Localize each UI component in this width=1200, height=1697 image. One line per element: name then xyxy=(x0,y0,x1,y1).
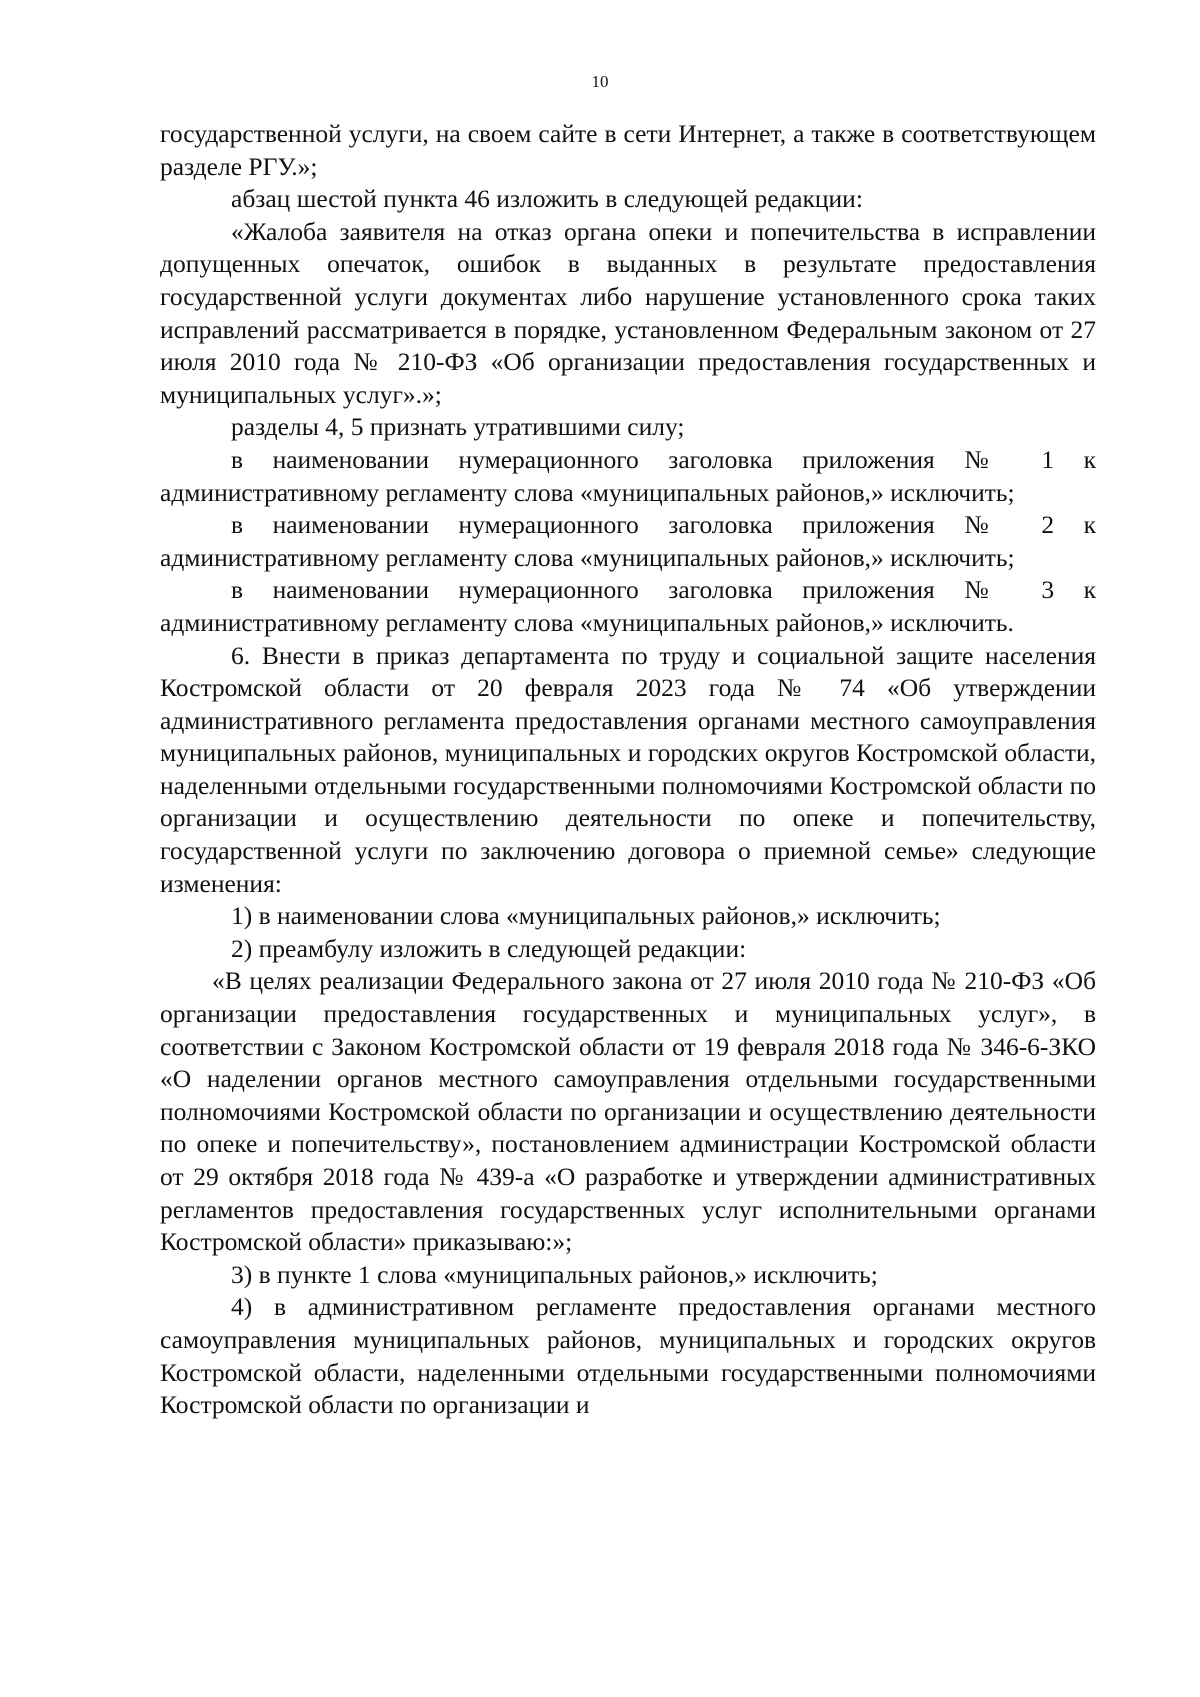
paragraph: абзац шестой пункта 46 изложить в следующей редакции: xyxy=(231,184,863,214)
paragraph: разделы 4, 5 признать утратившими силу; xyxy=(231,412,685,442)
paragraph: в наименовании нумерационного заголовка приложения № 2 к административному регламенту слова «муниципальных районов,» исключить; xyxy=(160,510,1096,572)
paragraph: «Жалоба заявителя на отказ органа опеки и попечительства в исправлении допущенных опечаток, ошибок в выданных в результате предоставления государственной услуги документах либо нарушение установленного срока таких исправлений рассматривается в порядке, установленном Федеральным законом от 27 июля 2010 года № 210-ФЗ «Об организации предоставления государственных и муниципальных услуг».»; xyxy=(160,216,1096,409)
paragraph: 3) в пункте 1 слова «муниципальных районов,» исключить; xyxy=(231,1259,878,1289)
paragraph: 1) в наименовании слова «муниципальных районов,» исключить; xyxy=(231,901,941,931)
paragraph: «В целях реализации Федерального закона от 27 июля 2010 года № 210-ФЗ «Об организации предоставления государственных и муниципальных услуг», в соответствии с Законом Костромской области от 19 февраля 2018 года № 346-6-ЗКО «О наделении органов местного самоуправления отдельными государственными полномочиями Костромской области по организации и осуществлению деятельности по опеке и попечительству», постановлением администрации Костромской области от 29 октября 2018 года № 439-а «О разработке и утверждении административных регламентов предоставления государственных услуг исполнительными органами Костромской области» приказываю:»; xyxy=(160,966,1096,1257)
paragraph: в наименовании нумерационного заголовка приложения № 1 к административному регламенту слова «муниципальных районов,» исключить; xyxy=(160,444,1096,507)
paragraph: в наименовании нумерационного заголовка приложения № 3 к административному регламенту слова «муниципальных районов,» исключить. xyxy=(160,575,1096,637)
paragraph: 2) преамбулу изложить в следующей редакции: xyxy=(231,933,747,963)
paragraph: 6. Внести в приказ департамента по труду и социальной защите населения Костромской области от 20 февраля 2023 года № 74 «Об утверждении административного регламента предоставления органами местного самоуправления муниципальных районов, муниципальных и городских округов Костромской области, наделенными отдельными государственными полномочиями Костромской области по организации и осуществлению деятельности по опеке и попечительству, государственной услуги по заключению договора о приемной семье» следующие изменения: xyxy=(160,640,1096,898)
paragraph: государственной услуги, на своем сайте в сети Интернет, а также в соответствующем разделе РГУ.»; xyxy=(160,119,1096,181)
page-number: 10 xyxy=(591,72,609,91)
document-body xyxy=(160,118,1096,1422)
paragraph: 4) в административном регламенте предоставления органами местного самоуправления муниципальных районов, муниципальных и городских округов Костромской области, наделенными отдельными государственными полномочиями Костромской области по организации и xyxy=(160,1292,1096,1420)
